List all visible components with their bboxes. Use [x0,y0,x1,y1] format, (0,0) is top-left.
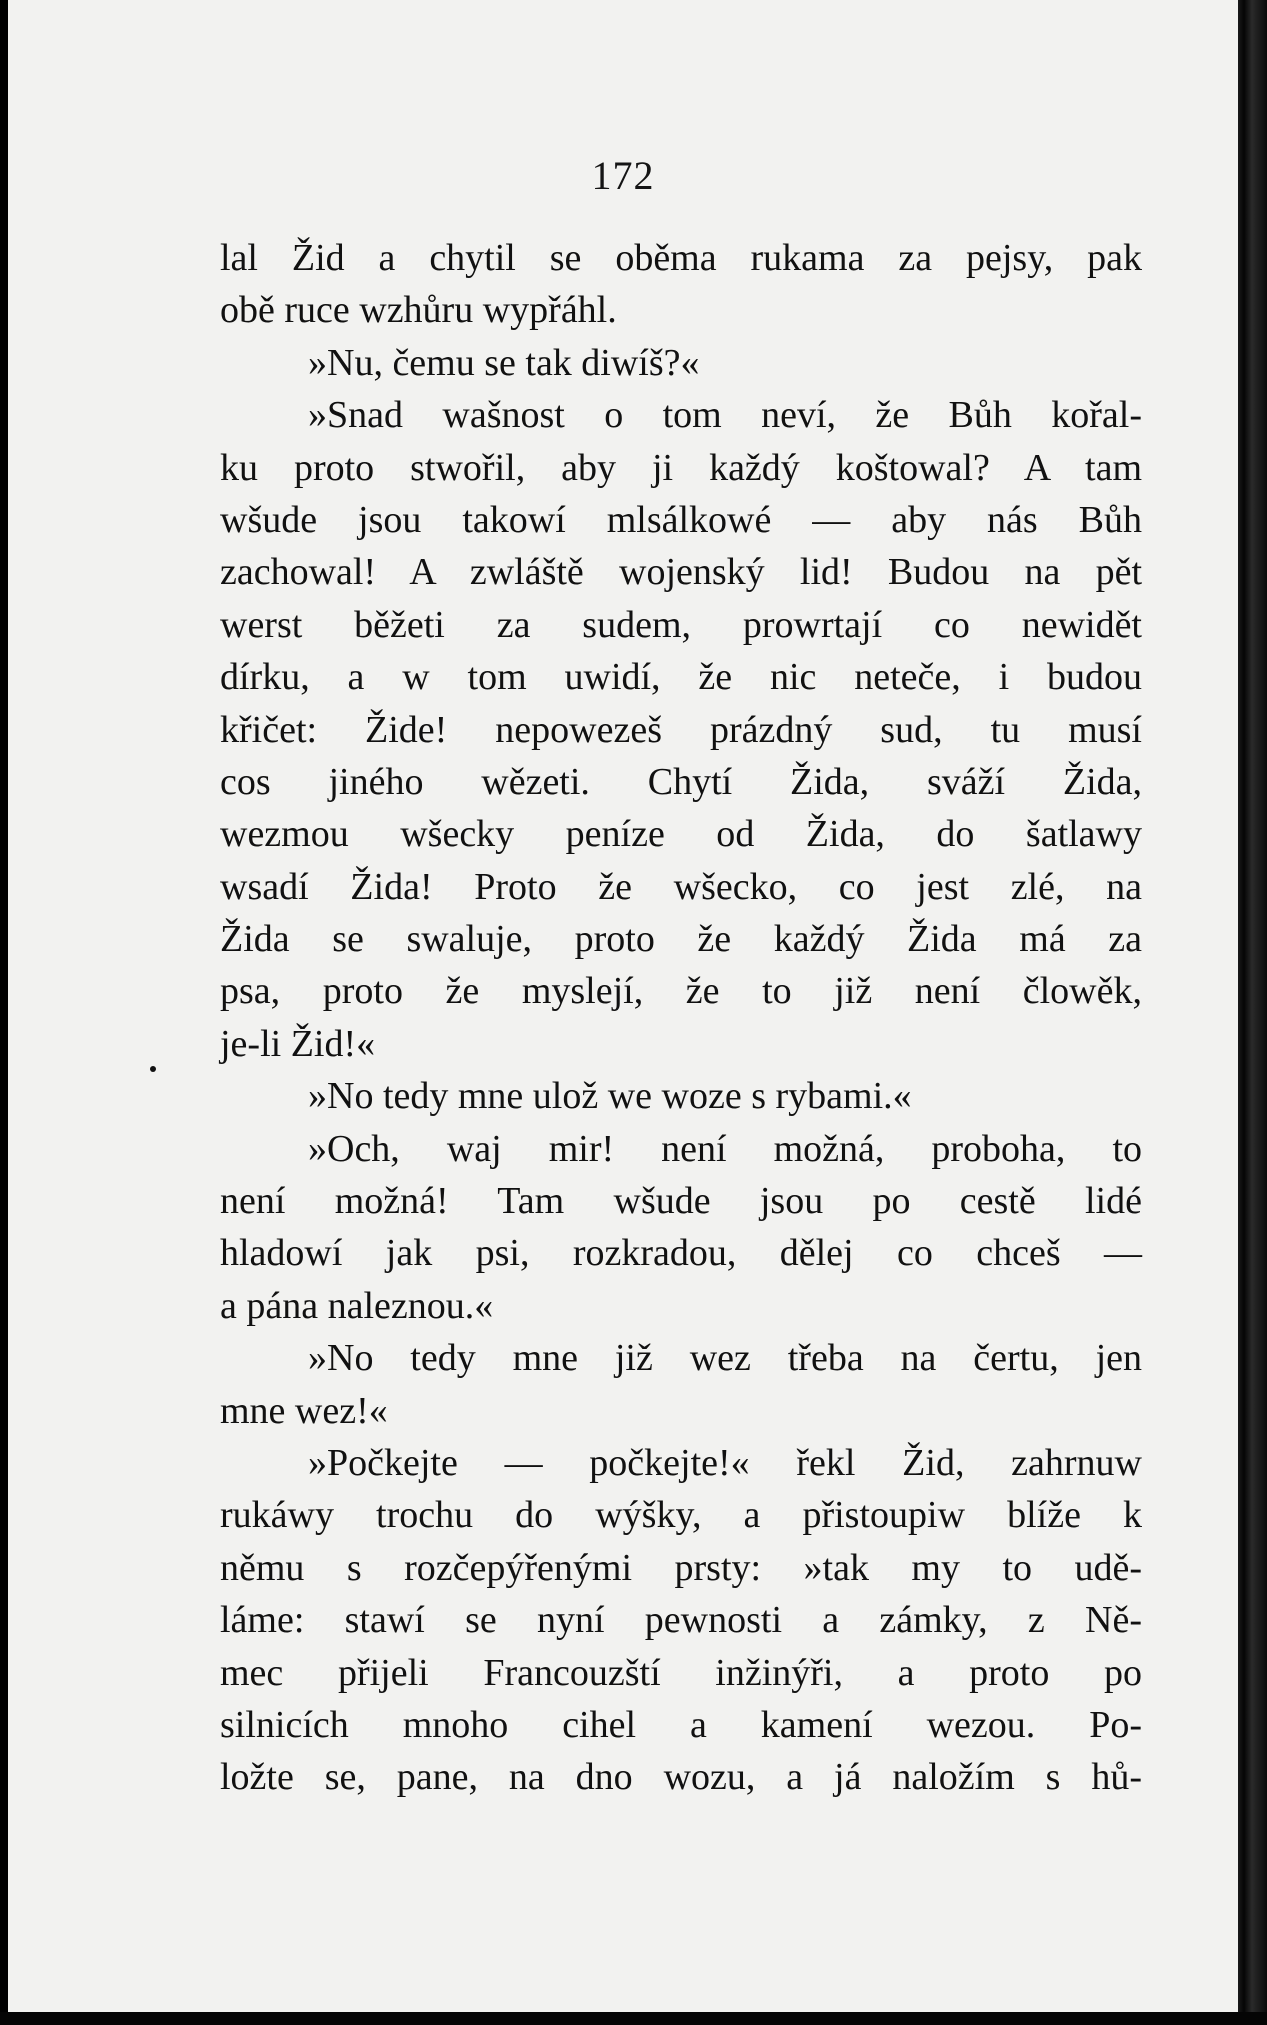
text-line: wezmou wšecky peníze od Žida, do šatlawy [220,813,1142,856]
text-line: ložte se, pane, na dno wozu, a já naložím s hů- [220,1756,1142,1799]
text-line: ku proto stwořil, aby ji každý koštowal? A tam [220,446,1142,489]
text-line: wšude jsou takowí mlsálkowé — aby nás Bůh [220,498,1142,541]
text-line: »Snad wašnost o tom neví, že Bůh kořal- [308,394,1142,437]
text-line: »No tedy mne již wez třeba na čertu, jen [308,1337,1142,1380]
text-line: němu s rozčepýřenými prsty: »tak my to udě- [220,1546,1142,1589]
text-line: dírku, a w tom uwidí, že nic neteče, i budou [220,656,1142,699]
text-line: werst běžeti za sudem, prowrtají co newidět [220,603,1142,646]
scan-bottom-edge [0,2012,1267,2025]
page-text [220,232,1142,1804]
text-line: »No tedy mne ulož we woze s rybami.« [308,1075,912,1118]
text-line: zachowal! A zwláště wojenský lid! Budou na pět [220,551,1142,594]
text-line: lal Žid a chytil se oběma rukama za pejsy, pak [220,237,1142,279]
text-line: Žida se swaluje, proto že každý Žida má za [220,918,1142,961]
scan-right-edge [1238,0,1267,2025]
text-line: hladowí jak psi, rozkradou, dělej co chceš — [220,1232,1142,1275]
text-line: je-li Žid!« [220,1022,376,1065]
text-line: cos jiného wězeti. Chytí Žida, sváží Žida, [220,760,1142,803]
text-line: »Nu, čemu se tak diwíš?« [308,341,700,384]
scan-left-border [0,0,8,2025]
text-line: psa, proto že myslejí, že to již není člowěk, [220,970,1142,1013]
text-line: obě ruce wzhůru wypřáhl. [220,289,617,332]
page-number: 172 [591,153,655,198]
text-line: »Počkejte — počkejte!« řekl Žid, zahrnuw [308,1441,1142,1484]
text-line: wsadí Žida! Proto že wšecko, co jest zlé, na [220,865,1142,908]
text-line: silnicích mnoho cihel a kamení wezou. Po- [220,1703,1142,1746]
text-line: a pána naleznou.« [220,1284,494,1327]
book-page [8,0,1238,2012]
text-line: rukáwy trochu do wýšky, a přistoupiw blíže k [220,1494,1142,1537]
text-line: láme: stawí se nyní pewnosti a zámky, z Ně- [220,1599,1142,1642]
text-line: mec přijeli Francouzští inžinýři, a proto po [220,1651,1142,1694]
text-line: není možná! Tam wšude jsou po cestě lidé [220,1180,1142,1223]
text-line: mne wez!« [220,1389,388,1432]
text-line: »Och, waj mir! není možná, proboha, to [308,1127,1142,1170]
text-line: křičet: Žide! nepowezeš prázdný sud, tu musí [220,708,1142,751]
scan-speck [150,1066,156,1072]
